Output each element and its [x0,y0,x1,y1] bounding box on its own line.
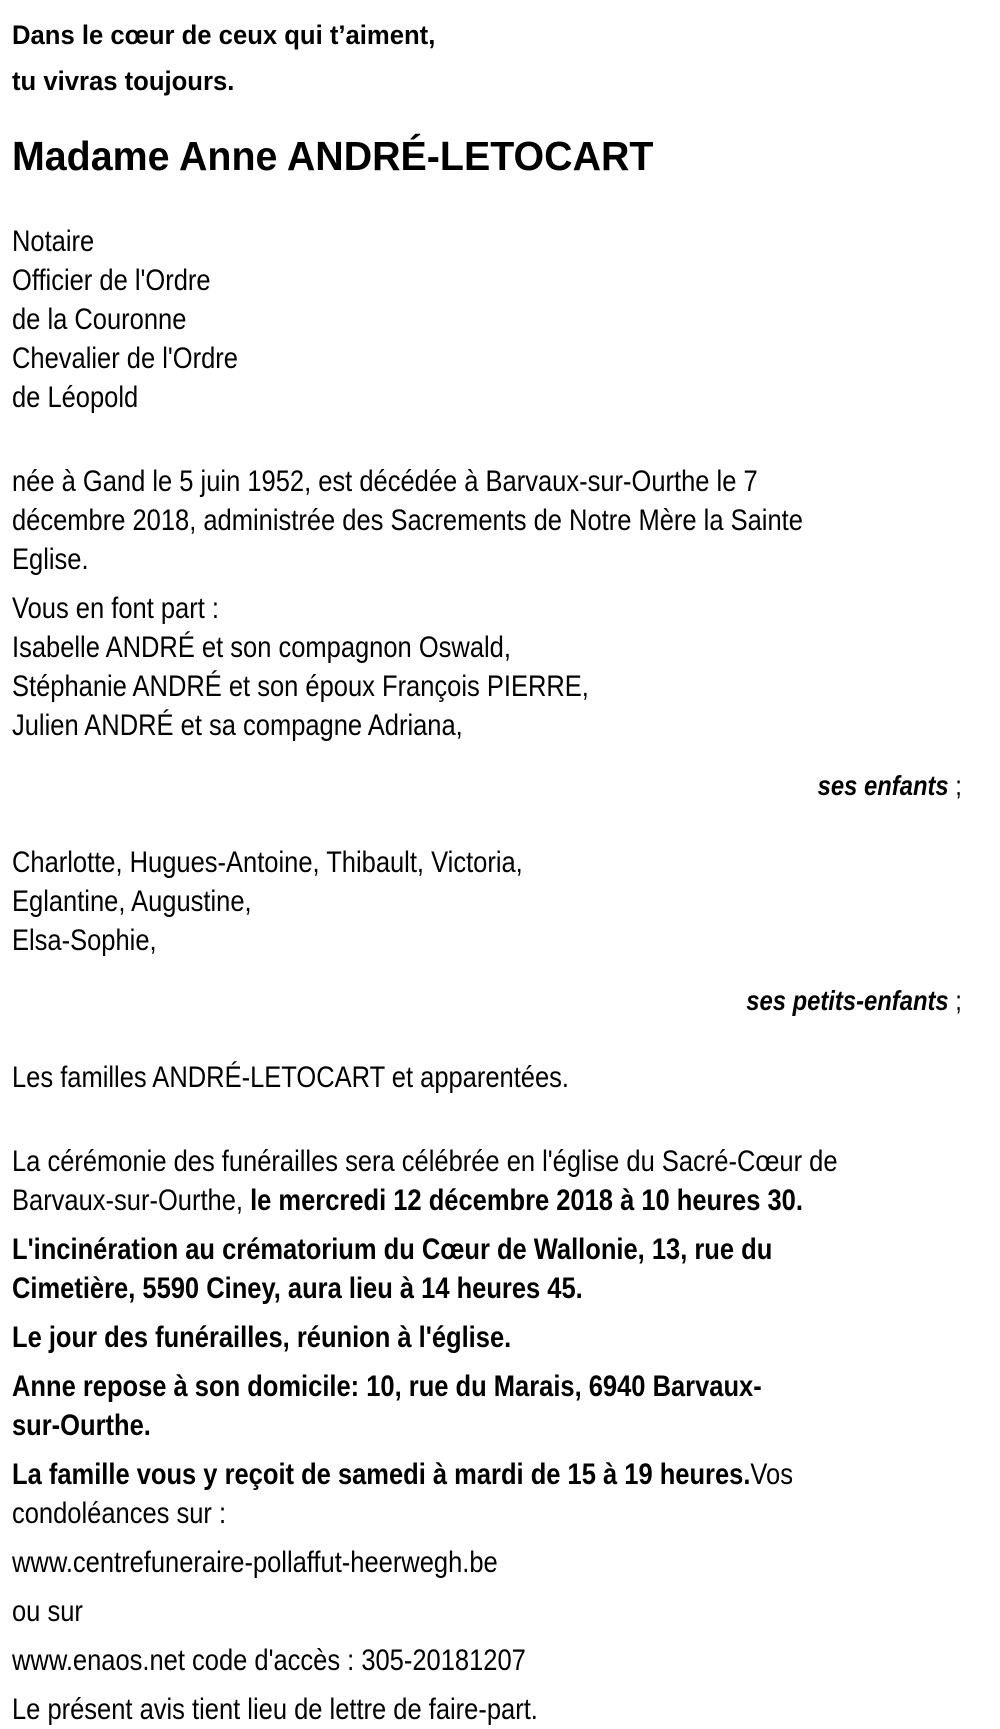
text-line: née à Gand le 5 juin 1952, est décédée à Barvaux-sur-Ourthe le 7 [12,465,758,498]
honorific-titles [12,222,986,417]
arrangement-paragraph [12,1641,986,1680]
children-role-label: ses enfants [817,770,949,801]
text-line: www.centrefuneraire-pollaffut-heerwegh.be [12,1546,498,1579]
arrangement-paragraph [12,1230,986,1308]
arrangement-paragraph [12,1690,986,1729]
text-line: de la Couronne [12,303,187,336]
text-line: de Léopold [12,381,139,414]
text-line: Notaire [12,225,95,258]
deceased-name [12,132,986,180]
grandchildren-role-line [12,951,986,1050]
families-line: Les familles ANDRÉ-LETOCART et apparentées. [12,1061,570,1094]
grandchildren-list [12,843,986,960]
text-line: Dans le cœur de ceux qui t’aiment, [12,20,436,50]
announcement-intro: Vous en font part : [12,592,219,625]
funeral-arrangements [12,1142,986,1729]
arrangement-paragraph [12,1142,986,1220]
text-line: sur-Ourthe. [12,1409,151,1442]
epitaph-quote [12,12,986,104]
text-line: Barvaux-sur-Ourthe, le mercredi 12 décembre 2018 à 10 heures 30. [12,1184,803,1217]
text-line: Stéphanie ANDRÉ et son époux François PIERRE, [12,670,589,703]
text-line: La famille vous y reçoit de samedi à mardi de 15 à 19 heures.Vos [12,1458,793,1491]
text-line: www.enaos.net code d'accès : 305-20181207 [12,1644,526,1677]
arrangement-paragraph [12,1592,986,1631]
text-line: Anne repose à son domicile: 10, rue du Marais, 6940 Barvaux- [12,1370,762,1403]
children-role-suffix: ; [948,770,962,801]
children-role-line [12,736,986,835]
text-line: Charlotte, Hugues-Antoine, Thibault, Victoria, [12,846,523,879]
text-line: ou sur [12,1595,83,1628]
arrangement-paragraph [12,1455,986,1533]
text-line: Eglise. [12,543,89,576]
text-line: La cérémonie des funérailles sera célébrée en l'église du Sacré-Cœur de [12,1145,838,1178]
deceased-name-text: Madame Anne ANDRÉ-LETOCART [12,133,654,179]
text-line: Officier de l'Ordre [12,264,211,297]
arrangement-paragraph [12,1367,986,1445]
grandchildren-role-suffix: ; [948,985,962,1016]
text-line: Le jour des funérailles, réunion à l'église. [12,1321,512,1354]
announcement-section [12,589,986,1097]
text-line: Cimetière, 5590 Ciney, aura lieu à 14 heures 45. [12,1272,583,1305]
death-notice [12,462,986,579]
text-line: décembre 2018, administrée des Sacrements de Notre Mère la Sainte [12,504,803,537]
text-line: Le présent avis tient lieu de lettre de faire-part. [12,1693,538,1726]
children-list [12,628,986,745]
text-line: Julien ANDRÉ et sa compagne Adriana, [12,709,463,742]
text-line: Chevalier de l'Ordre [12,342,238,375]
text-line: L'incinération au crématorium du Cœur de Wallonie, 13, rue du [12,1233,773,1266]
grandchildren-role-label: ses petits-enfants [746,985,949,1016]
text-line: Isabelle ANDRÉ et son compagnon Oswald, [12,631,511,664]
arrangement-paragraph [12,1318,986,1357]
arrangement-paragraph [12,1543,986,1582]
text-line: Eglantine, Augustine, [12,885,252,918]
text-line: tu vivras toujours. [12,66,235,96]
text-line: condoléances sur : [12,1497,227,1530]
text-line: Elsa-Sophie, [12,924,157,957]
